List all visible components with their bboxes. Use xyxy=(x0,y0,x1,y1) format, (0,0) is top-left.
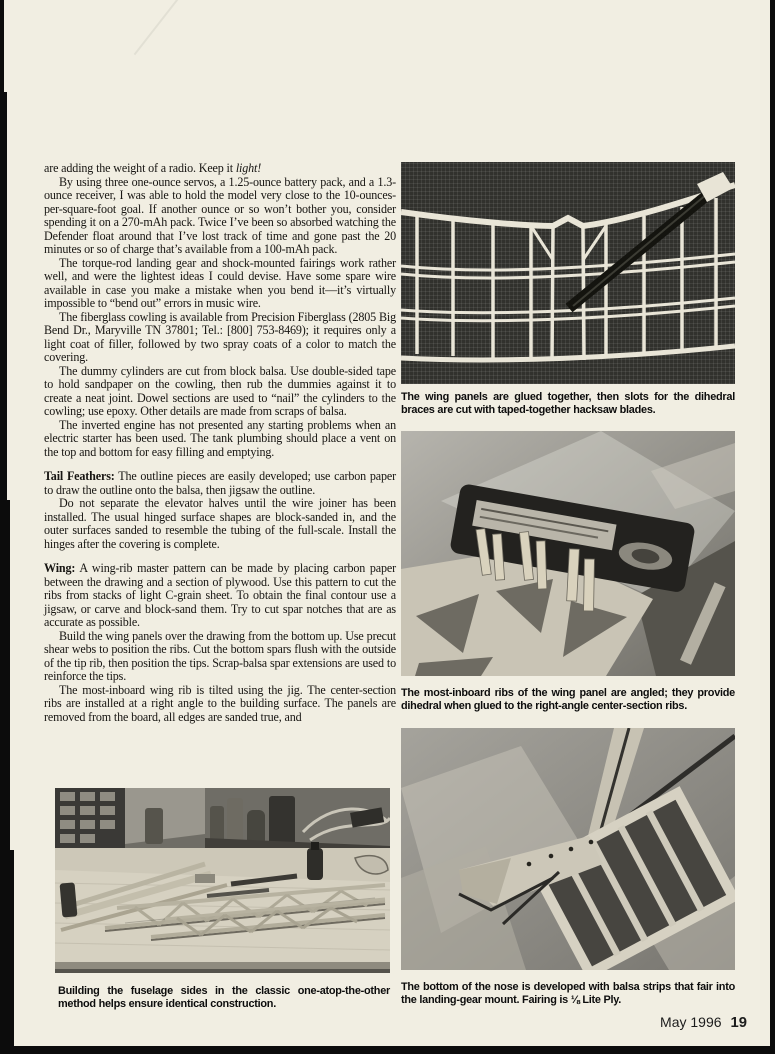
body-paragraph xyxy=(44,162,396,176)
photo-fuselage-sides xyxy=(55,788,390,973)
body-paragraph: The dummy cylinders are cut from block balsa. Use double-sided tape to hold sandpaper on the cowling, then rub the dummies against it to create a neat joint. Dowel sections are used to “nail” the cylinders to the cowling; use epoxy. Other details are made from scraps of balsa. xyxy=(44,363,396,418)
photo-wing-panels xyxy=(401,162,735,384)
page-footer xyxy=(660,1014,747,1032)
body-paragraph: The torque-rod landing gear and shock-mounted fairings work rather well, and were the lightest ideas I could devise. Have some spare wire available in case you make a mistake when you bend it—it’s virtually impossible to “bend out” errors in music wire. xyxy=(44,255,396,310)
body-paragraph: The inverted engine has not presented any starting problems when an electric starter has been used. The tank plumbing should place a vent on the top and bottom for easy filling and emptying. xyxy=(44,417,396,459)
photo-caption-inboard-ribs: The most-inboard ribs of the wing panel are angled; they provide dihedral when glued to the right-angle center-section ribs. xyxy=(401,687,735,712)
body-paragraph-tail-feathers xyxy=(44,470,396,497)
body-paragraph: Build the wing panels over the drawing from the bottom up. Use precut shear webs to position the ribs. Cut the bottom spars flush with the outside of the tip rib, then position the tips. Scrap-balsa spar extensions are used to reinforce the tips. xyxy=(44,628,396,683)
photo-caption-wing-panels: The wing panels are glued together, then slots for the dihedral braces are cut with taped-together hacksaw blades. xyxy=(401,391,735,416)
scan-edge-right xyxy=(770,0,775,1054)
body-paragraph: By using three one-ounce servos, a 1.25-ounce battery pack, and a 1.3-ounce receiver, I was able to hold the model very close to the 10-ounces-per-square-foot goal. If another ounce or so won’t bother you, consider spending it on a 270-mAh pack. Twice I’ve been so absorbed watching the Defender float around that I’ve lost track of time and gone past the 20 minutes or so of charge that’s available from a 100-mAh pack. xyxy=(44,174,396,256)
scan-edge-left xyxy=(0,92,7,500)
paragraph-text: The outline pieces are easily developed; use carbon paper to draw the outline onto the balsa, then jigsaw the outline. xyxy=(44,469,396,497)
photo-nose-bottom xyxy=(401,728,735,970)
body-paragraph: The fiberglass cowling is available from Precision Fiberglass (2805 Big Bend Dr., Maryville TN 37801; Tel.: [800] 753-8469); it requires only a light coat of filler, followed by two spray coats of a color to match the covering. xyxy=(44,309,396,364)
body-paragraph: Do not separate the elevator halves until the wire joiner has been installed. The usual hinged surface shapes are block-sanded in, and the outer surfaces sanded to resemble the tubing of the full-scale. Install the hinges after the covering is complete. xyxy=(44,496,396,551)
photo-inboard-ribs xyxy=(401,431,735,676)
page-number: 19 xyxy=(730,1015,747,1031)
article-text-column xyxy=(44,162,396,724)
paragraph-text: are adding the weight of a radio. Keep it xyxy=(44,161,236,175)
scan-edge-bottom xyxy=(0,1046,775,1054)
scan-crease xyxy=(134,0,179,55)
body-paragraph-wing xyxy=(44,562,396,630)
italic-word: light! xyxy=(235,161,262,175)
nose-bottom-illustration xyxy=(401,728,735,970)
scan-edge-left xyxy=(0,0,4,92)
wing-panels-illustration xyxy=(401,162,735,384)
inboard-ribs-illustration xyxy=(401,431,735,676)
issue-date: May 1996 xyxy=(660,1014,722,1030)
scan-edge-left xyxy=(0,850,14,1054)
photo-caption-nose-bottom: The bottom of the nose is developed with balsa strips that fair into the landing-gear mount. Fairing is ⅛ Lite Ply. xyxy=(401,981,735,1006)
fuselage-sides-illustration xyxy=(55,788,390,973)
photo-caption-fuselage-sides: Building the fuselage sides in the classic one-atop-the-other method helps ensure identical construction. xyxy=(58,985,390,1010)
scan-edge-left xyxy=(0,500,10,850)
run-in-heading: Tail Feathers: xyxy=(44,469,115,483)
paragraph-text: A wing-rib master pattern can be made by placing carbon paper between the drawing and a section of plywood. Use this pattern to cut the ribs from stacks of light C-grain sheet. To obtain the final contour use a jigsaw, or carve and block-sand them. Try to cut spar notches that are as accurate as possible. xyxy=(44,561,396,629)
run-in-heading: Wing: xyxy=(44,561,76,575)
body-paragraph: The most-inboard wing rib is tilted using the jig. The center-section ribs are installed at a right angle to the building surface. The panels are removed from the board, all edges are sanded true, and xyxy=(44,682,396,724)
